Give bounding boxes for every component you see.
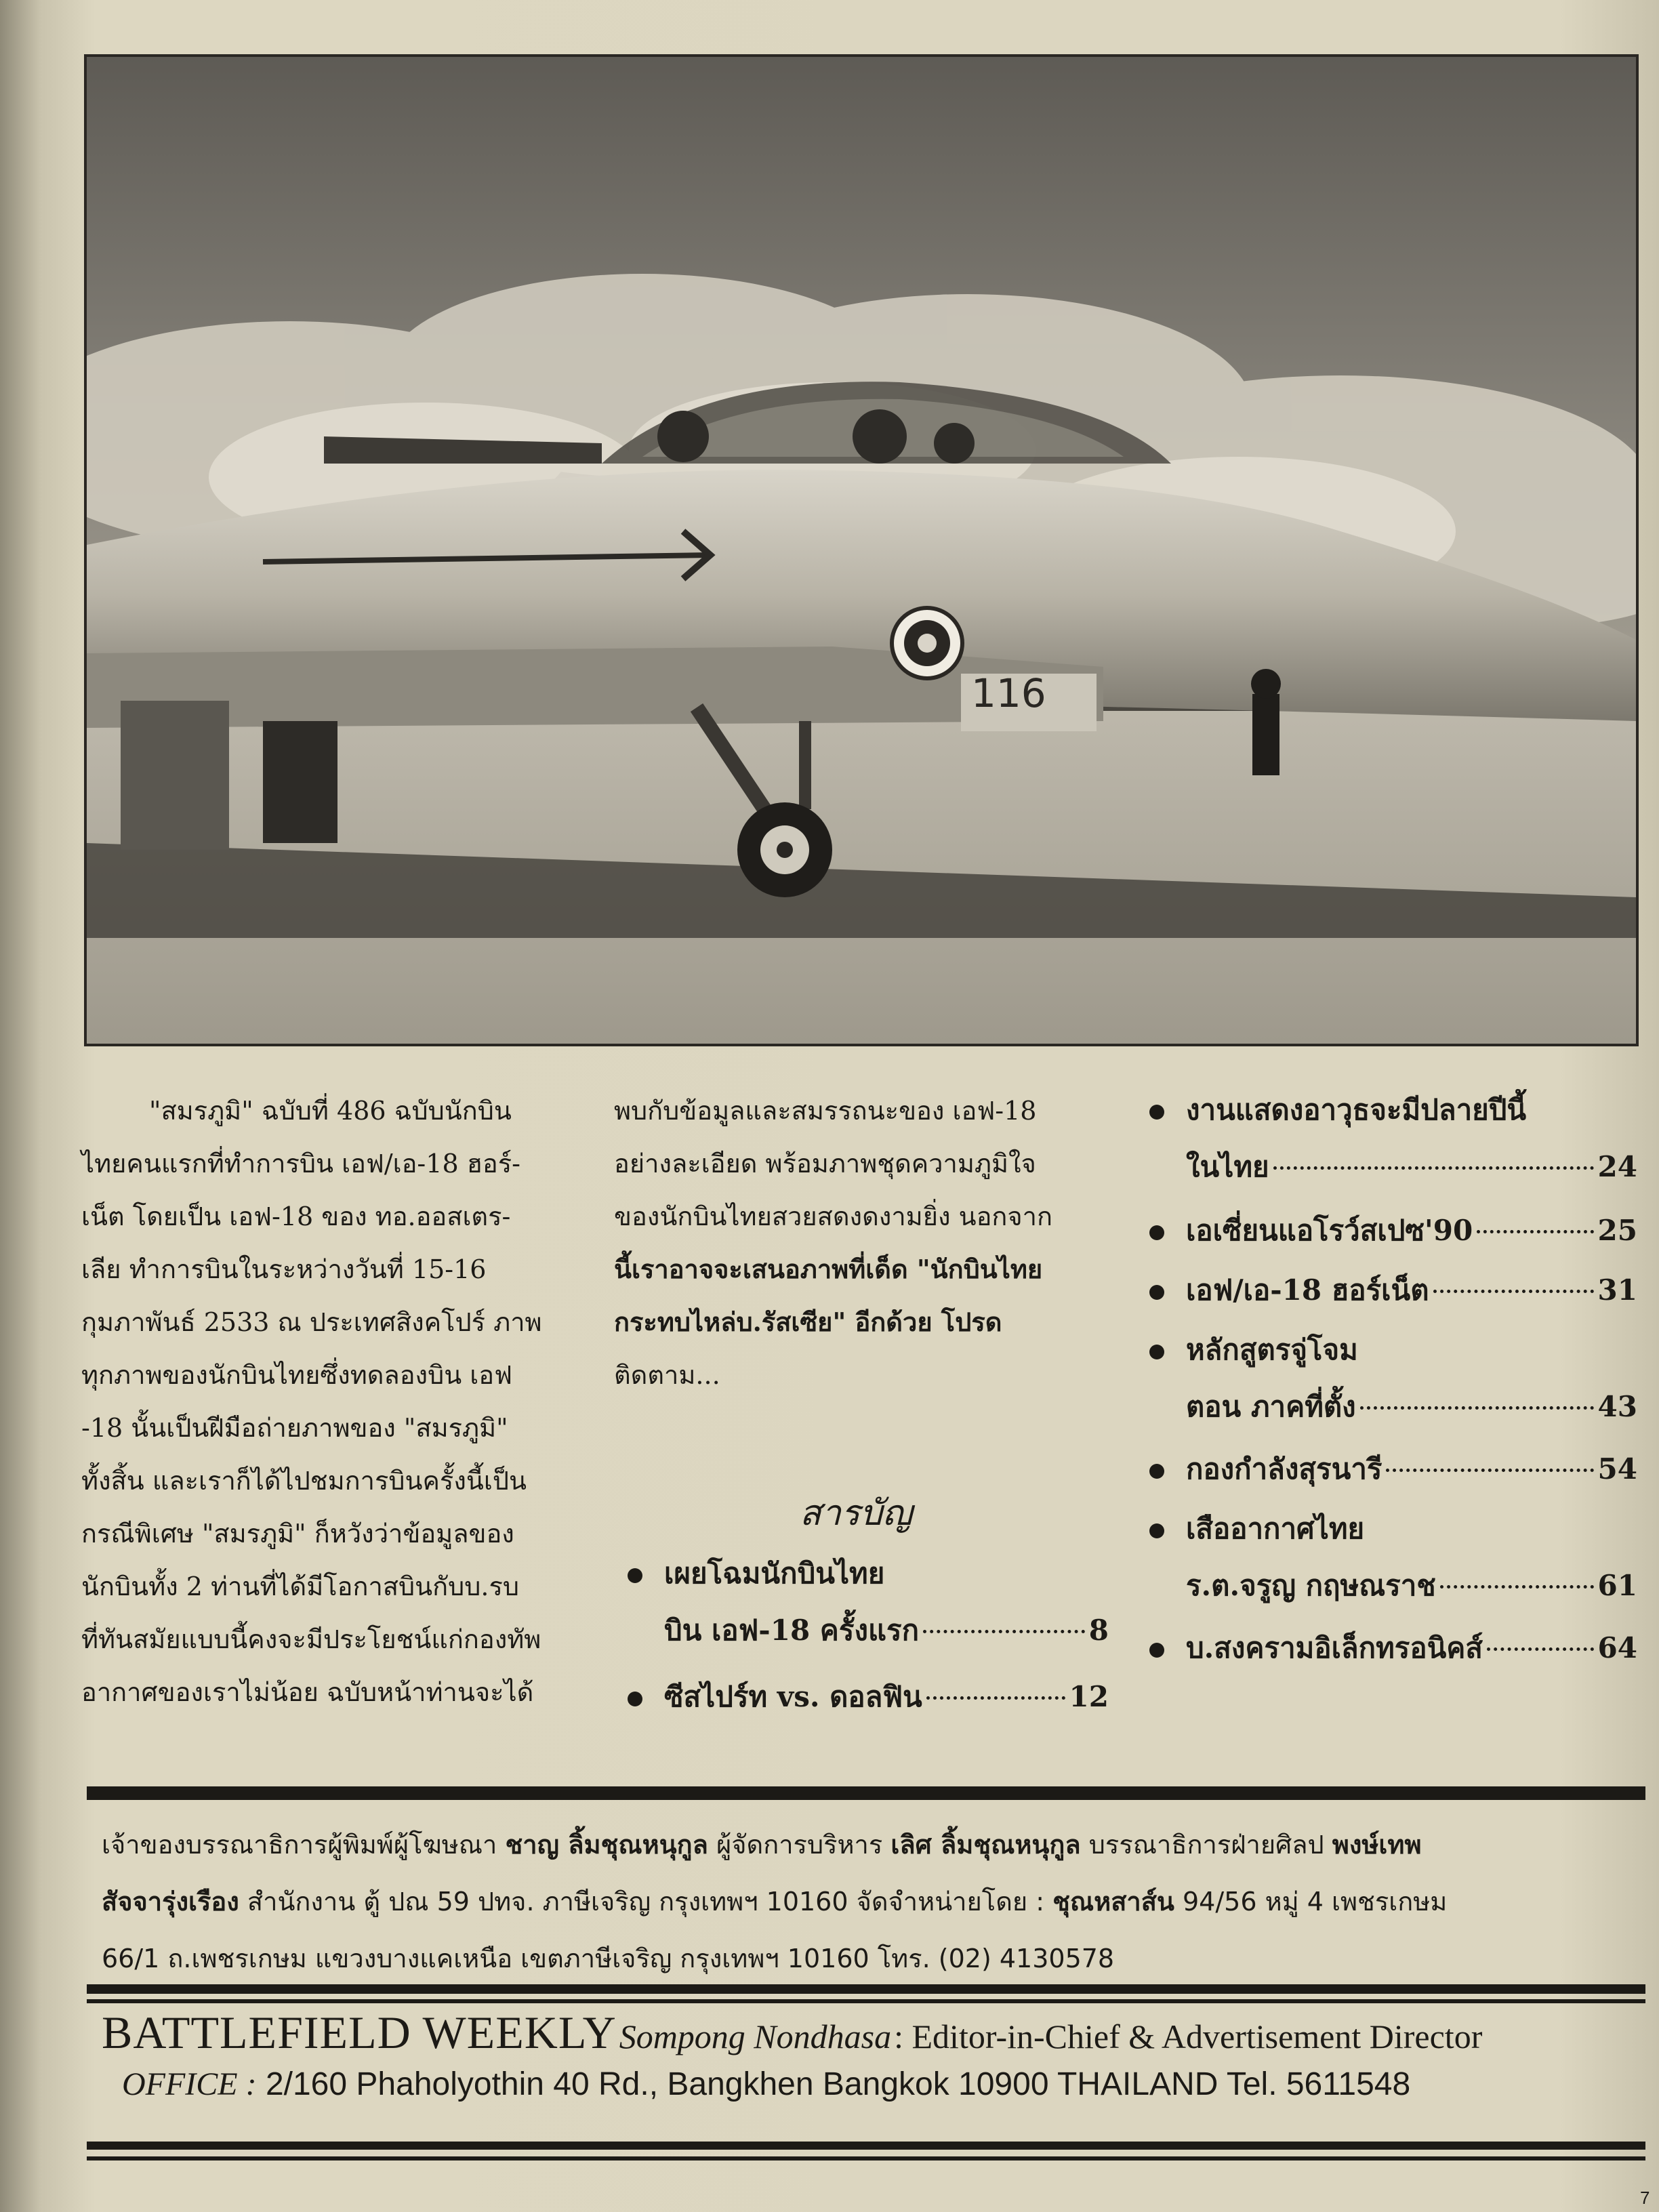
intro-text-left — [81, 1084, 569, 1719]
intro-line: เลีย ทำการบินในระหว่างวันที่ 15-16 — [81, 1254, 487, 1284]
bullet-icon — [1149, 1345, 1164, 1359]
toc-page-number: 54 — [1597, 1452, 1637, 1486]
divider — [87, 1999, 1645, 2003]
toc-item[interactable]: ซีสไปร์ท vs. ดอลฟิน 12 — [628, 1668, 1109, 1725]
toc-item[interactable]: บ.สงครามอิเล็กทรอนิคส์ 64 — [1149, 1620, 1637, 1677]
bullet-icon — [1149, 1285, 1164, 1300]
english-masthead — [102, 2006, 1633, 2060]
toc-page-number: 64 — [1597, 1631, 1637, 1664]
intro-line: กุมภาพันธ์ 2533 ณ ประเทศสิงคโปร์ ภาพ — [81, 1307, 542, 1337]
intro-line: อย่างละเอียด พร้อมภาพชุดความภูมิใจ — [614, 1149, 1036, 1179]
office-label: OFFICE : — [122, 2066, 257, 2102]
intro-line: ทั้งสิ้น และเราก็ได้ไปชมการบินครั้งนี้เป็น — [81, 1466, 527, 1496]
toc-item[interactable]: เอฟ/เอ-18 ฮอร์เน็ต 31 — [1149, 1262, 1637, 1319]
office-address — [122, 2066, 1640, 2103]
intro-line: นี้เราอาจจะเสนอภาพที่เด็ด "นักบินไทย — [614, 1254, 1043, 1284]
intro-line: นักบินทั้ง 2 ท่านที่ได้มีโอกาสบินกับบ.รบ — [81, 1572, 519, 1601]
intro-line: "สมรภูมิ" ฉบับที่ 486 ฉบับนักบิน — [149, 1096, 512, 1126]
intro-line: อากาศของเราไม่น้อย ฉบับหน้าท่านจะได้ — [81, 1677, 534, 1707]
page-number: 7 — [1640, 2188, 1650, 2208]
intro-line: ทุกภาพของนักบินไทยซึ่งทดลองบิน เอฟ — [81, 1360, 512, 1390]
intro-line: กระทบไหล่บ.รัสเซีย" อีกด้วย โปรด — [614, 1307, 1002, 1337]
toc-item[interactable]: เสืออากาศไทย ร.ต.จรูญ กฤษณราช 61 — [1149, 1500, 1637, 1614]
divider — [87, 2142, 1645, 2150]
toc-item[interactable]: เอเซี่ยนแอโรว์สเปซ'90 25 — [1149, 1202, 1637, 1259]
intro-line: ติดตาม... — [614, 1360, 720, 1390]
toc-title: สารบัญ — [800, 1493, 913, 1534]
intro-line: -18 นั้นเป็นฝีมือถ่ายภาพของ "สมรภูมิ" — [81, 1413, 508, 1443]
jet-photo — [84, 54, 1639, 1046]
tail-number: 116 — [971, 670, 1046, 716]
editor-role: : Editor-in-Chief & Advertisement Director — [894, 2018, 1483, 2055]
bullet-icon — [1149, 1464, 1164, 1479]
publisher-credits: เจ้าของบรรณาธิการผู้พิมพ์ผู้โฆษณา ชาญ ลิ้มชุณหนุกูล ผู้จัดการบริหาร เลิศ ลิ้มชุณหนุกูล บรรณาธิการฝ่ายศิลป พงษ์เทพ สัจจารุ่งเรือง สำนักงาน ตู้ ปณ 59 ปทจ. ภาษีเจริญ กรุงเทพฯ 10160 จัดจำหน่ายโดย : ชุณหสาส์น 94/56 หมู่ 4 เพชรเกษม 66/1 ถ.เพชรเกษม แขวงบางแคเหนือ เขตภาษีเจริญ กรุงเทพฯ 10160 โทร. (02) 4130578 — [102, 1830, 1448, 1973]
intro-line: เน็ต โดยเป็น เอฟ-18 ของ ทอ.ออสเตร- — [81, 1202, 511, 1231]
intro-line: พบกับข้อมูลและสมรรถนะของ เอฟ-18 — [614, 1096, 1037, 1126]
intro-line: ไทยคนแรกที่ทำการบิน เอฟ/เอ-18 ฮอร์- — [81, 1149, 520, 1179]
toc-item[interactable]: หลักสูตรจู่โจม ตอน ภาคที่ตั้ง 43 — [1149, 1322, 1637, 1435]
toc-page-number: 12 — [1069, 1680, 1109, 1713]
intro-text-middle — [614, 1084, 1109, 1401]
bullet-icon — [1149, 1225, 1164, 1240]
toc-item[interactable]: งานแสดงอาวุธจะมีปลายปีนี้ ในไทย 24 — [1149, 1082, 1637, 1195]
bullet-icon — [628, 1692, 642, 1706]
toc-page-number: 31 — [1597, 1273, 1637, 1307]
intro-line: กรณีพิเศษ "สมรภูมิ" ก็หวังว่าข้อมูลของ — [81, 1519, 514, 1549]
toc-page-number: 61 — [1597, 1569, 1637, 1602]
toc-item[interactable]: กองกำลังสุรนารี 54 — [1149, 1441, 1637, 1498]
bullet-icon — [1149, 1523, 1164, 1538]
divider — [87, 1786, 1645, 1800]
editor-name: Sompong Nondhasa — [619, 2018, 892, 2055]
bullet-icon — [628, 1568, 642, 1583]
bullet-icon — [1149, 1643, 1164, 1658]
toc-page-number: 8 — [1088, 1614, 1109, 1647]
magazine-name: BATTLEFIELD WEEKLY — [102, 2007, 617, 2058]
toc-page-number: 24 — [1597, 1150, 1637, 1183]
toc-page-number: 25 — [1597, 1214, 1637, 1247]
address-text: 2/160 Phaholyothin 40 Rd., Bangkhen Bangkok 10900 THAILAND Tel. 5611548 — [265, 2066, 1411, 2102]
toc-item[interactable]: เผยโฉมนักบินไทย บิน เอฟ-18 ครั้งแรก 8 — [628, 1545, 1109, 1659]
intro-line: ที่ทันสมัยแบบนี้คงจะมีประโยชน์แก่กองทัพ — [81, 1624, 541, 1654]
intro-line: ของนักบินไทยสวยสดงดงามยิ่ง นอกจาก — [614, 1202, 1053, 1231]
toc-page-number: 43 — [1597, 1390, 1637, 1423]
bullet-icon — [1149, 1105, 1164, 1120]
divider — [87, 2156, 1645, 2160]
